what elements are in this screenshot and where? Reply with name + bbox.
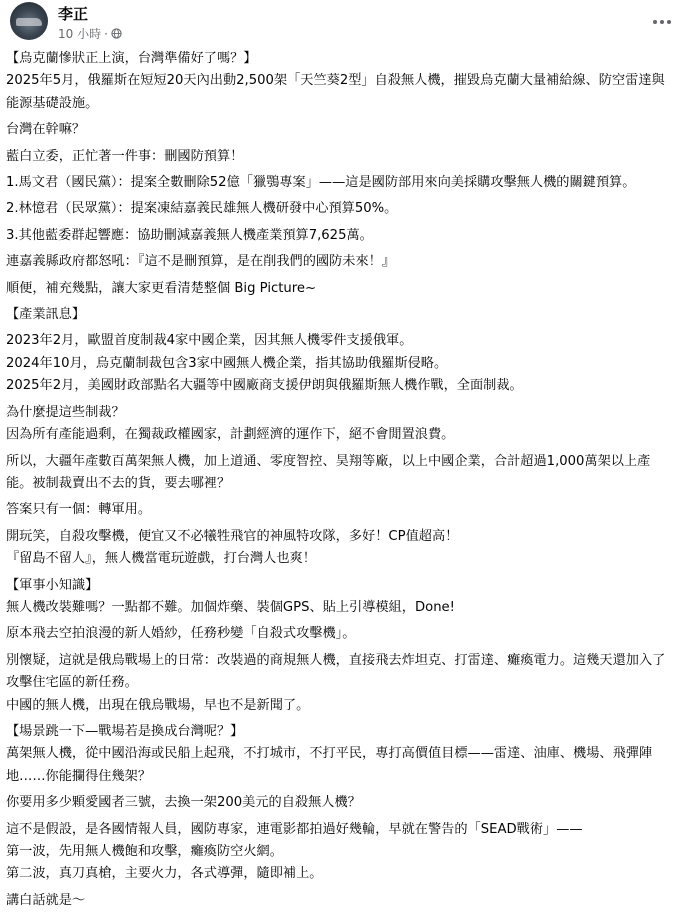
post-paragraph: 【軍事小知識】 無人機改裝難嗎？一點都不難。加個炸藥、裝個GPS、貼上引導模組，Done! <box>6 577 455 615</box>
post-paragraph: 講白話就是～ <box>6 892 86 908</box>
post-paragraph: 1.馬文君（國民黨）：提案全數刪除52億「獵鶚專案」——這是國防部用來向美採購攻擊無人機的關鍵預算。 <box>6 175 636 191</box>
post-paragraph: 【場景跳一下—戰場若是換成台灣呢？】 萬架無人機，從中國沿海或民船上起飛，不打城市，不打平民，專打高價值目標——雷達、油庫、機場、飛彈陣地……你能攔得住幾架？ <box>6 723 653 784</box>
post-paragraph: 你要用多少顆愛國者三號，去換一架200美元的自殺無人機？ <box>6 795 361 811</box>
post-paragraph: 2023年2月，歐盟首度制裁4家中國企業，因其無人機零件支援俄軍。 2024年10月，烏克蘭制裁包含3家中國無人機企業，指其協助俄羅斯侵略。 2025年2月，美國財政部點名大疆等中國廠商支援伊朗與俄羅斯無人機作戰，全面制裁。 <box>6 333 523 394</box>
post-body <box>6 48 674 916</box>
globe-icon[interactable] <box>111 28 122 39</box>
author-name[interactable]: 李正 <box>58 5 89 23</box>
post-paragraph: 答案只有一個：轉軍用。 <box>6 502 152 518</box>
post-paragraph: 順便，補充幾點，讓大家更看清楚整個 Big Picture~ <box>6 280 317 296</box>
post-header <box>0 0 681 52</box>
more-options-icon[interactable] <box>650 12 674 32</box>
post-paragraph: 這不是假設，是各國情報人員，國防專家，連電影都拍過好幾輪，早就在警告的「SEAD戰術」—— 第一波，先用無人機飽和攻擊，癱瘓防空火網。 第二波，真刀真槍，主要火力，各式導彈，隨即補上。 <box>6 821 583 882</box>
post-paragraph: 別懷疑，這就是俄烏戰場上的日常：改裝過的商規無人機，直接飛去炸坦克、打雷達、癱瘓電力。這幾天還加入了攻擊住宅區的新任務。 中國的無人機，出現在俄烏戰場，早也不是新聞了。 <box>6 652 666 713</box>
post-paragraph: 連嘉義縣政府都怒吼：『這不是刪預算，是在削我們的國防未來！』 <box>6 254 396 270</box>
post-paragraph: 藍白立委，正忙著一件事：刪國防預算！ <box>6 148 244 164</box>
meta-separator: · <box>104 26 108 41</box>
post-meta <box>58 25 122 42</box>
post-time[interactable]: 10 小時 <box>58 27 102 41</box>
post-paragraph: 【烏克蘭慘狀正上演，台灣準備好了嗎？】 2025年5月，俄羅斯在短短20天內出動2,500架「天竺葵2型」自殺無人機，摧毀烏克蘭大量補給線、防空雷達與能源基礎設施。 <box>6 51 665 111</box>
post-paragraph: 2.林憶君（民眾黨）：提案凍結嘉義民雄無人機研發中心預算50%。 <box>6 201 398 217</box>
post-paragraph: 原本飛去空拍浪漫的新人婚紗，任務秒變「自殺式攻擊機」。 <box>6 626 356 642</box>
post-paragraph: 【產業訊息】 <box>6 307 86 323</box>
post-paragraph: 3.其他藍委群起響應：協助刪減嘉義無人機產業預算7,625萬。 <box>6 227 373 243</box>
post-paragraph: 為什麼提這些制裁？ 因為所有產能過剩，在獨裁政權國家，計劃經濟的運作下，絕不會閒置浪費。 <box>6 404 455 443</box>
post-paragraph: 台灣在幹嘛？ <box>6 122 86 138</box>
post-paragraph: 所以，大疆年產數百萬架無人機，加上道通、零度智控、昊翔等廠，以上中國企業，合計超過1,000萬架以上產能。被制裁賣出不去的貨，要去哪裡？ <box>6 453 651 491</box>
avatar[interactable] <box>10 2 48 40</box>
post-paragraph: 開玩笑，自殺攻擊機，便宜又不必犧牲飛官的神風特攻隊，多好！CP值超高！ 『留島不留人』，無人機當電玩遊戲，打台灣人也爽！ <box>6 528 459 567</box>
